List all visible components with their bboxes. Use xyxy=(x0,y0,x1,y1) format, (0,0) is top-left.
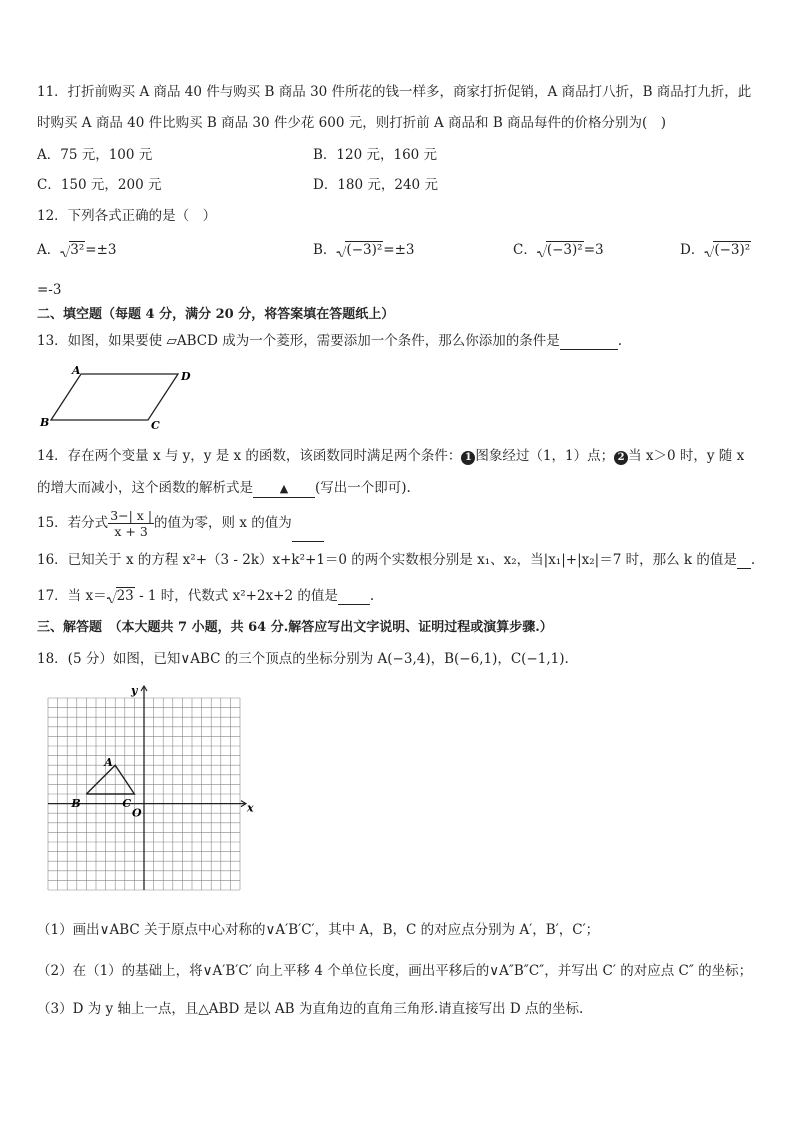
vertex-label-a: A xyxy=(72,364,81,377)
sqrt-sign-b: (−3)² xyxy=(336,242,383,258)
q16-text: 16．已知关于 x 的方程 x²+（3 - 2k）x+k²+1＝0 的两个实数根分别是 x₁、x₂，当|x₁|+|x₂|＝7 时，那么 k 的值是 . xyxy=(37,552,756,568)
q12-option-d-continued: =-3 xyxy=(37,282,62,298)
q17-text: 17．当 x＝ 23 - 1 时，代数式 x²+2x+2 的值是 . xyxy=(37,588,375,604)
axes xyxy=(48,686,246,890)
q18-part2: （2）在（1）的基础上，将∨A′B′C′ 向上平移 4 个单位长度，画出平移后的∨A″B″C″，并写出 C′ 的对应点 C″ 的坐标； xyxy=(37,963,753,979)
q13-text: 13．如图，如果要使 ▱ABCD 成为一个菱形，需要添加一个条件，那么你添加的条件是 . xyxy=(37,333,623,349)
point-label-c: C xyxy=(122,797,132,810)
q11-line2: 时购买 A 商品 40 件比购买 B 商品 30 件少花 600 元，则打折前 A 商品和 B 商品每件的价格分别为( ) xyxy=(37,115,667,131)
sqrt-sign: 23 xyxy=(107,588,135,604)
q14-line2: 的增大而减小，这个函数的解析式是 ▲ (写出一个即可). xyxy=(37,480,411,496)
section-2-heading: 二、填空题（每题 4 分，满分 20 分，将答案填在答题纸上） xyxy=(37,307,395,322)
q11-option-c: C．150 元，200 元 xyxy=(37,177,162,193)
vertex-label-b: B xyxy=(40,416,50,429)
coordinate-grid xyxy=(40,682,255,894)
parallelogram-icon: ▱ xyxy=(166,333,177,349)
q15-text: 15．若分式 $\frac{3-| x |}{x + 3}$ 的值为零，则 x 的值为 xyxy=(37,505,324,542)
answer-blank xyxy=(737,552,751,569)
triangle-abc xyxy=(86,765,134,794)
q11-line1: 11．打折前购买 A 商品 40 件与购买 B 商品 30 件所花的钱一样多，商家打折促销，A 商品打八折，B 商品打九折，此 xyxy=(37,84,752,100)
q14-line1: 14．存在两个变量 x 与 y，y 是 x 的函数，该函数同时满足两个条件： 1 图象经过（1，1）点； 2 当 x＞0 时，y 随 x xyxy=(37,448,745,464)
answer-blank xyxy=(560,333,618,350)
q11-option-d: D．180 元，240 元 xyxy=(313,177,438,193)
circled-one-icon: 1 xyxy=(461,451,475,465)
q12-stem: 12．下列各式正确的是（ ） xyxy=(37,208,217,224)
x-axis-label: x xyxy=(247,801,254,815)
q12-option-b: B． (−3)²=±3 xyxy=(313,242,415,258)
q18-stem: 18．(5 分）如图，已知∨ABC 的三个顶点的坐标分别为 A(−3,4)，B(−6,1)，C(−1,1). xyxy=(37,651,569,667)
q18-part1: （1）画出∨ABC 关于原点中心对称的∨A′B′C′，其中 A，B，C 的对应点分别为 A′，B′，C′； xyxy=(37,922,600,938)
q18-part3: （3）D 为 y 轴上一点，且△ABD 是以 AB 为直角边的直角三角形.请直接写出 D 点的坐标. xyxy=(37,1001,584,1017)
point-label-a: A xyxy=(104,756,113,770)
sqrt-sign-a: 3² xyxy=(60,242,85,258)
sqrt-sign-c: (−3)² xyxy=(537,242,584,258)
section-3-heading: 三、解答题 （本大题共 7 小题，共 64 分.解答应写出文字说明、证明过程或演算步骤.） xyxy=(37,620,553,635)
q11-option-a: A．75 元，100 元 xyxy=(37,147,153,163)
vertex-label-c: C xyxy=(151,419,160,432)
q11-option-b: B．120 元，160 元 xyxy=(313,147,438,163)
vertex-label-d: D xyxy=(181,370,191,383)
point-label-b: B xyxy=(71,797,81,810)
parallelogram-figure xyxy=(38,364,198,432)
fraction: $\frac{3-| x |}{x + 3}$ xyxy=(110,508,153,539)
circled-two-icon: 2 xyxy=(614,451,628,465)
answer-blank xyxy=(292,505,324,542)
answer-blank xyxy=(338,588,370,605)
sqrt-sign-d: (−3)² xyxy=(704,242,751,258)
triangle-blank: ▲ xyxy=(253,481,315,498)
q12-option-a: A． 3²=±3 xyxy=(37,242,117,258)
q12-option-c: C． (−3)²=3 xyxy=(513,242,604,258)
q12-option-d: D． (−3)² xyxy=(680,242,751,258)
y-axis-label: y xyxy=(131,684,138,697)
origin-label: O xyxy=(132,806,142,820)
